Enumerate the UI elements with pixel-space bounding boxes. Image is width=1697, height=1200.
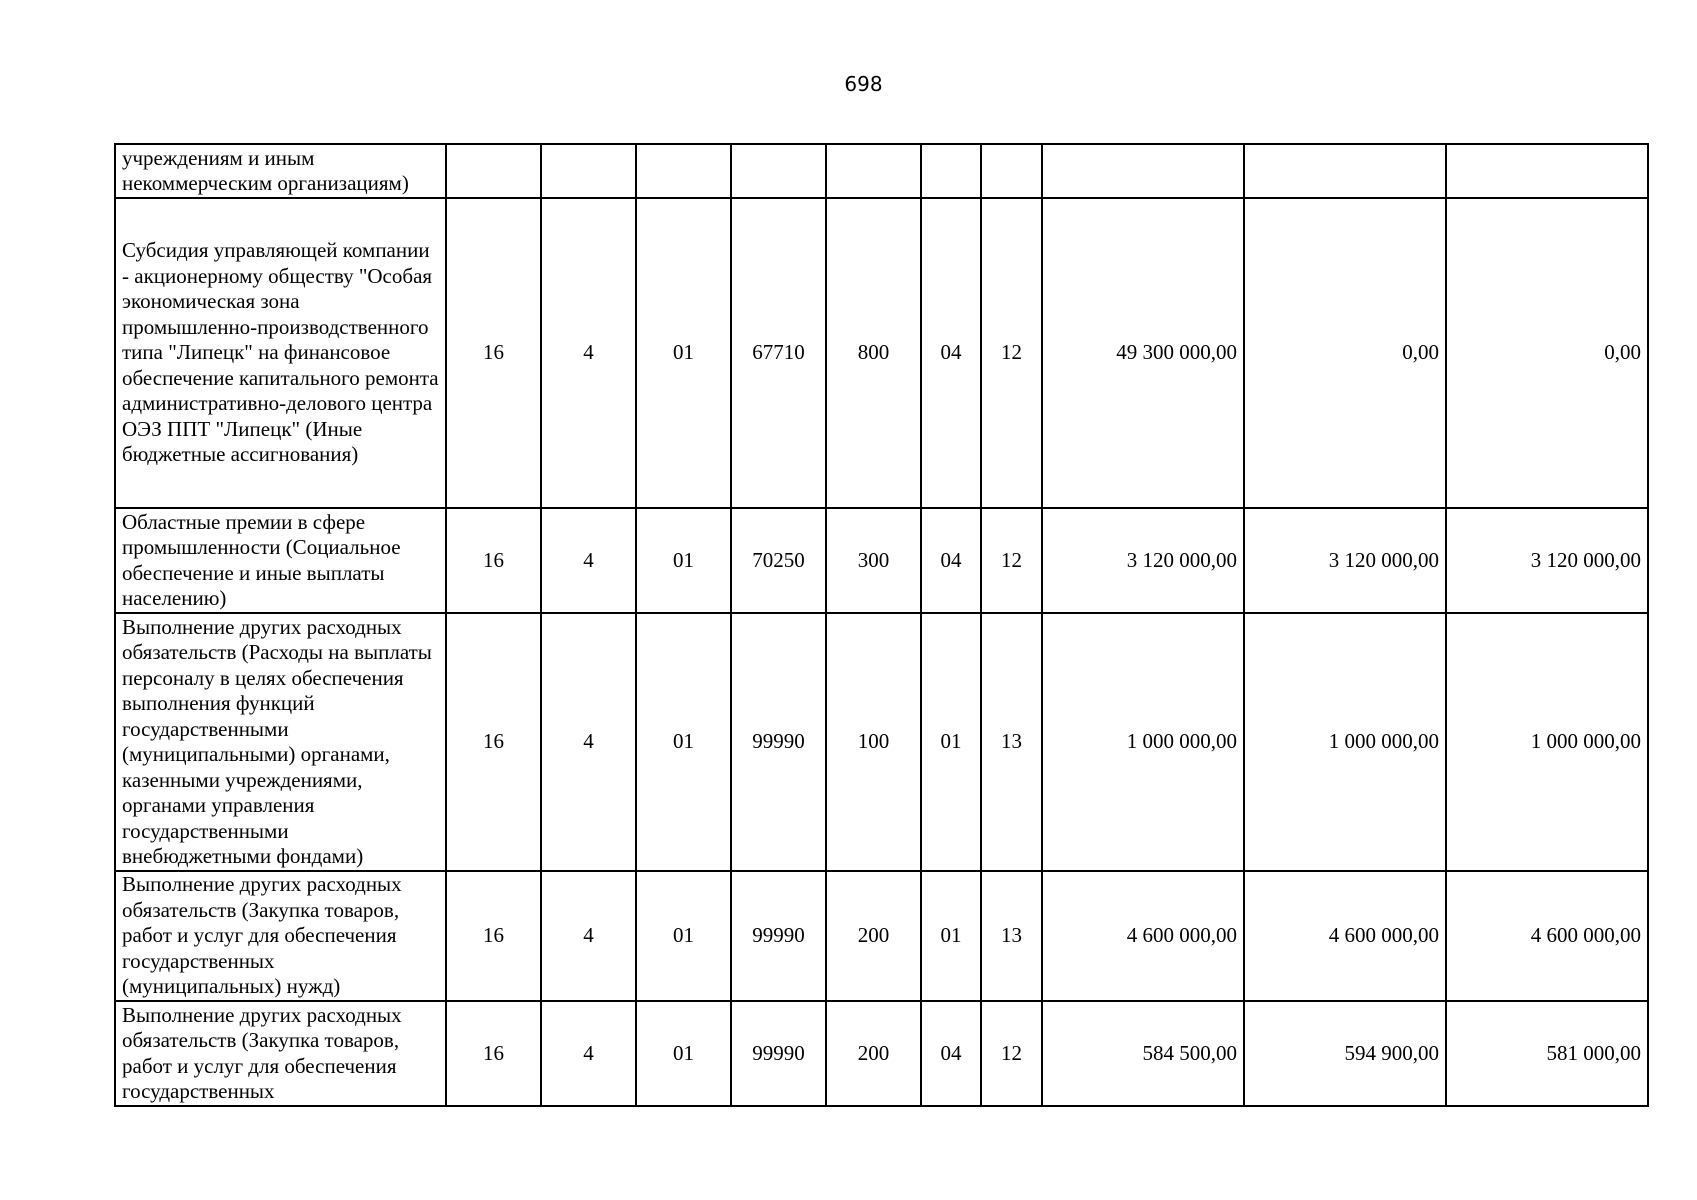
row-description: Выполнение других расходных обязательств (Закупка товаров, работ и услуг для обеспечения государственных (муниципальных) нужд) <box>115 871 446 1001</box>
amount-cell: 1 000 000,00 <box>1244 613 1446 871</box>
row-description: Областные премии в сфере промышленности (Социальное обеспечение и иные выплаты населению) <box>115 508 446 613</box>
amount-cell: 581 000,00 <box>1446 1001 1648 1106</box>
code-cell: 100 <box>826 613 921 871</box>
amount-cell <box>1244 144 1446 198</box>
code-cell: 01 <box>921 613 981 871</box>
code-cell <box>826 144 921 198</box>
amount-cell: 3 120 000,00 <box>1042 508 1244 613</box>
code-cell <box>541 144 636 198</box>
table-row <box>115 508 1648 613</box>
code-cell <box>921 144 981 198</box>
row-description: Выполнение других расходных обязательств (Расходы на выплаты персоналу в целях обеспечения выполнения функций государственными (муниципальными) органами, казенными учреждениями, органами управления государственными внебюджетными фондами) <box>115 613 446 871</box>
amount-cell: 0,00 <box>1244 198 1446 508</box>
code-cell: 13 <box>981 871 1042 1001</box>
amount-cell <box>1446 144 1648 198</box>
code-cell: 4 <box>541 508 636 613</box>
code-cell: 16 <box>446 613 541 871</box>
table-row <box>115 144 1648 198</box>
amount-cell: 3 120 000,00 <box>1244 508 1446 613</box>
amount-cell: 4 600 000,00 <box>1244 871 1446 1001</box>
amount-cell: 594 900,00 <box>1244 1001 1446 1106</box>
code-cell: 04 <box>921 198 981 508</box>
code-cell: 04 <box>921 508 981 613</box>
amount-cell: 49 300 000,00 <box>1042 198 1244 508</box>
code-cell: 70250 <box>731 508 826 613</box>
code-cell: 200 <box>826 871 921 1001</box>
code-cell <box>731 144 826 198</box>
amount-cell: 4 600 000,00 <box>1042 871 1244 1001</box>
code-cell <box>636 144 731 198</box>
code-cell: 01 <box>636 198 731 508</box>
code-cell: 99990 <box>731 871 826 1001</box>
code-cell: 16 <box>446 1001 541 1106</box>
code-cell <box>446 144 541 198</box>
budget-table <box>114 143 1649 1107</box>
amount-cell: 1 000 000,00 <box>1446 613 1648 871</box>
amount-cell: 1 000 000,00 <box>1042 613 1244 871</box>
table-row <box>115 198 1648 508</box>
code-cell: 4 <box>541 613 636 871</box>
code-cell: 99990 <box>731 613 826 871</box>
code-cell: 200 <box>826 1001 921 1106</box>
code-cell: 16 <box>446 508 541 613</box>
amount-cell <box>1042 144 1244 198</box>
code-cell: 12 <box>981 508 1042 613</box>
row-description: учреждениям и иным некоммерческим организациям) <box>115 144 446 198</box>
code-cell: 04 <box>921 1001 981 1106</box>
amount-cell: 4 600 000,00 <box>1446 871 1648 1001</box>
code-cell: 4 <box>541 198 636 508</box>
code-cell: 99990 <box>731 1001 826 1106</box>
page-number: 698 <box>844 72 883 96</box>
code-cell: 12 <box>981 198 1042 508</box>
code-cell <box>981 144 1042 198</box>
amount-cell: 3 120 000,00 <box>1446 508 1648 613</box>
code-cell: 67710 <box>731 198 826 508</box>
row-description: Выполнение других расходных обязательств (Закупка товаров, работ и услуг для обеспечения государственных <box>115 1001 446 1106</box>
code-cell: 01 <box>921 871 981 1001</box>
code-cell: 13 <box>981 613 1042 871</box>
table-row <box>115 871 1648 1001</box>
code-cell: 300 <box>826 508 921 613</box>
code-cell: 01 <box>636 1001 731 1106</box>
row-description: Субсидия управляющей компании - акционерному обществу "Особая экономическая зона промышленно-производственного типа "Липецк" на финансовое обеспечение капитального ремонта административно-делового центра ОЭЗ ППТ "Липецк" (Иные бюджетные ассигнования) <box>115 198 446 508</box>
code-cell: 01 <box>636 508 731 613</box>
table-row <box>115 1001 1648 1106</box>
code-cell: 01 <box>636 871 731 1001</box>
amount-cell: 584 500,00 <box>1042 1001 1244 1106</box>
code-cell: 12 <box>981 1001 1042 1106</box>
code-cell: 4 <box>541 1001 636 1106</box>
code-cell: 800 <box>826 198 921 508</box>
code-cell: 16 <box>446 198 541 508</box>
table-row <box>115 613 1648 871</box>
code-cell: 4 <box>541 871 636 1001</box>
code-cell: 16 <box>446 871 541 1001</box>
code-cell: 01 <box>636 613 731 871</box>
amount-cell: 0,00 <box>1446 198 1648 508</box>
